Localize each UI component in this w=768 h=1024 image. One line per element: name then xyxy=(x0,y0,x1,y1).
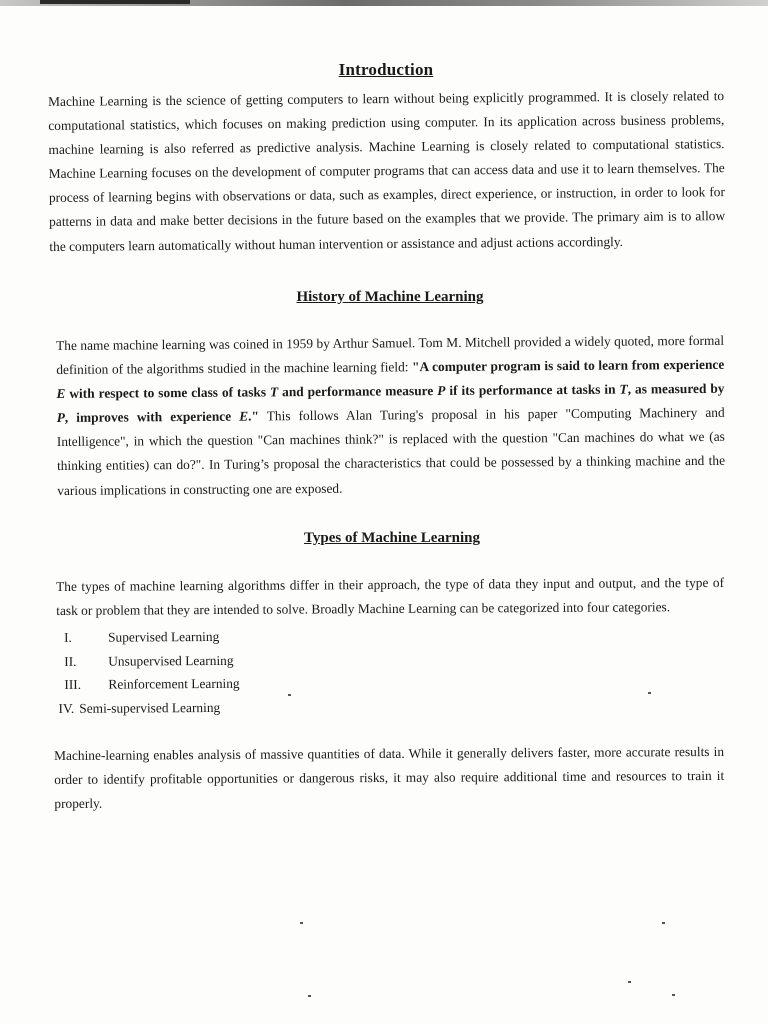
scan-speck xyxy=(288,694,291,696)
history-heading: History of Machine Learning xyxy=(296,288,484,305)
scan-edge-shadow xyxy=(40,0,190,4)
mitchell-definition-quote: "A computer program is said to learn from experience E with respect to some class of tasks T and performance measure P if its performance at tasks in T, as measured by P, improves with experience E." xyxy=(56,356,725,425)
list-item-numeral: II. xyxy=(64,652,77,668)
list-item-label: Unsupervised Learning xyxy=(108,651,234,668)
history-text-after: This follows Alan Turing's proposal in his paper "Computing Machinery and Intelligence", in which the question "Can machines think?" is replaced with the question "Can machines do what we (as thinking entities) can do?". In Turing’s proposal the characteristics that could be possessed by a thinking machine and the various implications in constructing one are exposed. xyxy=(56,404,726,498)
introduction-paragraph: Machine Learning is the science of getting computers to learn without being explicitly programmed. It is closely related to computational statistics, which focuses on making prediction using computer. In its application across business problems, machine learning is also referred as predictive analysis. Machine Learning is closely related to computational statistics. Machine Learning focuses on the development of computer programs that can access data and use it to learn themselves. The process of learning begins with observations or data, such as examples, direct experience, or instruction, in order to look for patterns in data and make better decisions in the future based on the examples that we provide. The primary aim is to allow the computers learn automatically without human intervention or assistance and adjust actions accordingly. xyxy=(48,88,726,254)
history-paragraph xyxy=(56,328,725,502)
list-item xyxy=(58,621,724,649)
list-item-numeral: IV. xyxy=(58,699,75,715)
introduction-heading: Introduction xyxy=(338,60,434,79)
history-text-before: The name machine learning was coined in 1959 by Arthur Samuel. Tom M. Mitchell provided a widely quoted, more formal definition of the algorithms studied in the machine learning field: xyxy=(56,332,725,377)
categories-list xyxy=(48,621,725,719)
list-item-numeral: III. xyxy=(64,676,82,692)
scan-speck xyxy=(648,692,651,694)
list-item xyxy=(58,668,724,696)
types-heading: Types of Machine Learning xyxy=(304,530,480,547)
scan-speck xyxy=(300,922,303,924)
scan-speck xyxy=(662,922,665,924)
scan-speck xyxy=(672,994,675,996)
scan-speck xyxy=(628,981,631,983)
document-page xyxy=(48,60,724,816)
closing-paragraph: Machine-learning enables analysis of massive quantities of data. While it generally delivers faster, more accurate results in order to identify profitable opportunities or dangerous risks, it may also require additional time and resources to train it properly. xyxy=(54,743,725,811)
list-item-label: Semi-supervised Learning xyxy=(79,698,221,715)
scan-speck xyxy=(308,995,311,997)
list-item-label: Reinforcement Learning xyxy=(108,675,240,692)
list-item-label: Supervised Learning xyxy=(108,628,220,645)
list-item xyxy=(58,692,724,720)
list-item-numeral: I. xyxy=(64,629,72,645)
types-paragraph: The types of machine learning algorithms differ in their approach, the type of data they input and output, and the type of task or problem that they are intended to solve. Broadly Machine Learning can be categorized into four categories. xyxy=(56,575,725,619)
list-item xyxy=(58,645,724,673)
